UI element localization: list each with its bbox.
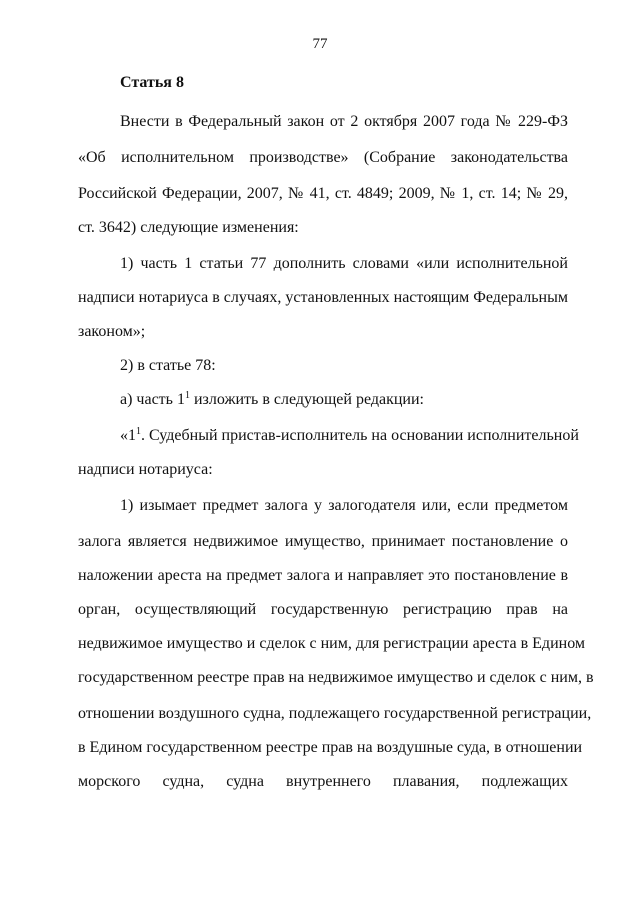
text-line: «Об исполнительном производстве» (Собрание законодательства bbox=[78, 149, 568, 166]
text-line: ст. 3642) следующие изменения: bbox=[78, 219, 299, 236]
text-fragment: «1 bbox=[120, 427, 136, 444]
text-line: наложении ареста на предмет залога и направляет это постановление в bbox=[78, 567, 568, 584]
superscript: 1 bbox=[136, 426, 141, 437]
page-number: 77 bbox=[312, 36, 328, 52]
text-line: надписи нотариуса в случаях, установленных настоящим Федеральным bbox=[78, 289, 568, 306]
text-line: недвижимое имущество и сделок с ним, для регистрации ареста в Едином bbox=[78, 635, 586, 652]
text-line: государственном реестре прав на недвижимое имущество и сделок с ним, в bbox=[78, 669, 594, 686]
text-line: залога является недвижимое имущество, принимает постановление о bbox=[78, 533, 568, 550]
text-line: законом»; bbox=[78, 323, 146, 340]
text-line: отношении воздушного судна, подлежащего государственной регистрации, bbox=[78, 705, 592, 722]
text-line bbox=[120, 426, 579, 446]
text-line: орган, осуществляющий государственную регистрацию прав на bbox=[78, 601, 568, 618]
text-line: надписи нотариуса: bbox=[78, 461, 213, 478]
text-fragment: . Судебный пристав-исполнитель на основании исполнительной bbox=[141, 427, 579, 444]
article-heading: Статья 8 bbox=[120, 74, 184, 91]
text-line: Внести в Федеральный закон от 2 октября 2007 года № 229-ФЗ bbox=[120, 113, 568, 130]
superscript: 1 bbox=[184, 390, 190, 401]
text-line bbox=[120, 390, 568, 410]
text-line: морского судна, судна внутреннего плавания, подлежащих bbox=[78, 773, 568, 790]
text-line: Российской Федерации, 2007, № 41, ст. 4849; 2009, № 1, ст. 14; № 29, bbox=[78, 185, 568, 202]
text-line: 1) часть 1 статьи 77 дополнить словами «или исполнительной bbox=[120, 255, 568, 272]
text-line: в Едином государственном реестре прав на воздушные суда, в отношении bbox=[78, 739, 583, 756]
text-fragment: а) часть 1 bbox=[120, 391, 185, 408]
text-line: 1) изымает предмет залога у залогодателя или, если предметом bbox=[120, 497, 568, 514]
text-line: 2) в статье 78: bbox=[120, 357, 216, 374]
text-fragment: изложить в следующей редакции: bbox=[193, 391, 424, 408]
